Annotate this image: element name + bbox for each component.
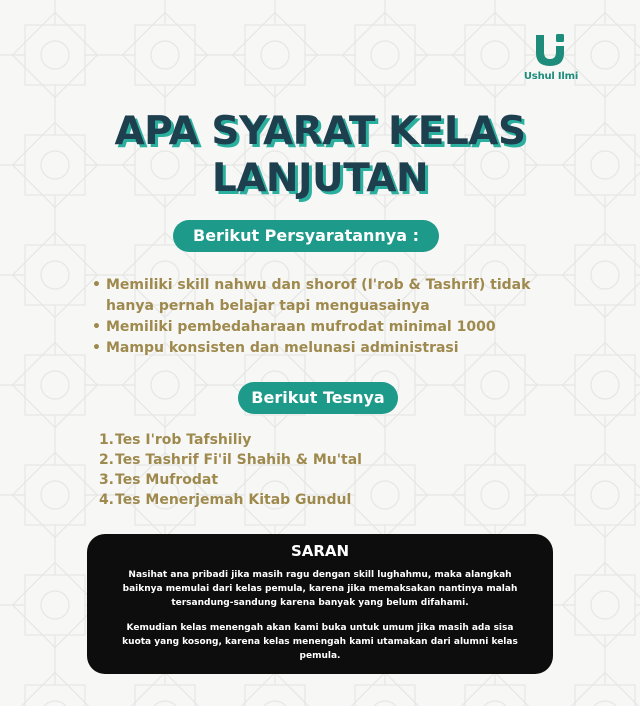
saran-box [87, 534, 553, 674]
requirement-item: • Memiliki pembedaharaan mufrodat minimal 1000 [92, 317, 552, 338]
test-item [96, 470, 516, 490]
test-item [96, 450, 516, 470]
title-line-2: LANJUTAN [211, 156, 429, 201]
test-label: Tes Menerjemah Kitab Gundul [115, 492, 352, 508]
test-label: Tes Mufrodat [115, 472, 219, 488]
test-item [96, 430, 516, 450]
page-title [60, 108, 580, 202]
saran-paragraph-2: Kemudian kelas menengah akan kami buka untuk umum jika masih ada sisa kuota yang kosong, karena kelas menengah kami utamakan dari alumni kelas pemula. [122, 623, 518, 661]
requirement-item: • Memiliki skill nahwu dan shorof (I'rob & Tashrif) tidak hanya pernah belajar tapi menguasainya [92, 275, 552, 317]
requirements-list [92, 275, 552, 359]
ushul-ilmi-logo-icon [533, 32, 569, 68]
requirements-heading: Berikut Persyaratannya : [173, 220, 439, 252]
tests-heading: Berikut Tesnya [238, 382, 398, 414]
test-label: Tes I'rob Tafshiliy [115, 432, 252, 448]
saran-paragraph-1: Nasihat ana pribadi jika masih ragu dengan skill lughahmu, maka alangkah baiknya memulai dari kelas pemula, karena jika memaksakan nantinya malah tersandung-sandung karena banyak yang belum difahami. [122, 570, 518, 608]
title-line-1: APA SYARAT KELAS [114, 109, 526, 154]
tests-list [96, 430, 516, 510]
test-item [96, 490, 516, 510]
test-number: 3. [98, 472, 114, 488]
brand-logo [521, 32, 581, 82]
test-number: 1. [98, 432, 114, 448]
brand-name: Ushul Ilmi [523, 71, 579, 82]
requirement-item: • Mampu konsisten dan melunasi administrasi [92, 338, 552, 359]
test-label: Tes Tashrif Fi'il Shahih & Mu'tal [115, 452, 362, 468]
saran-title: SARAN [290, 542, 350, 560]
test-number: 2. [98, 452, 114, 468]
test-number: 4. [98, 492, 114, 508]
